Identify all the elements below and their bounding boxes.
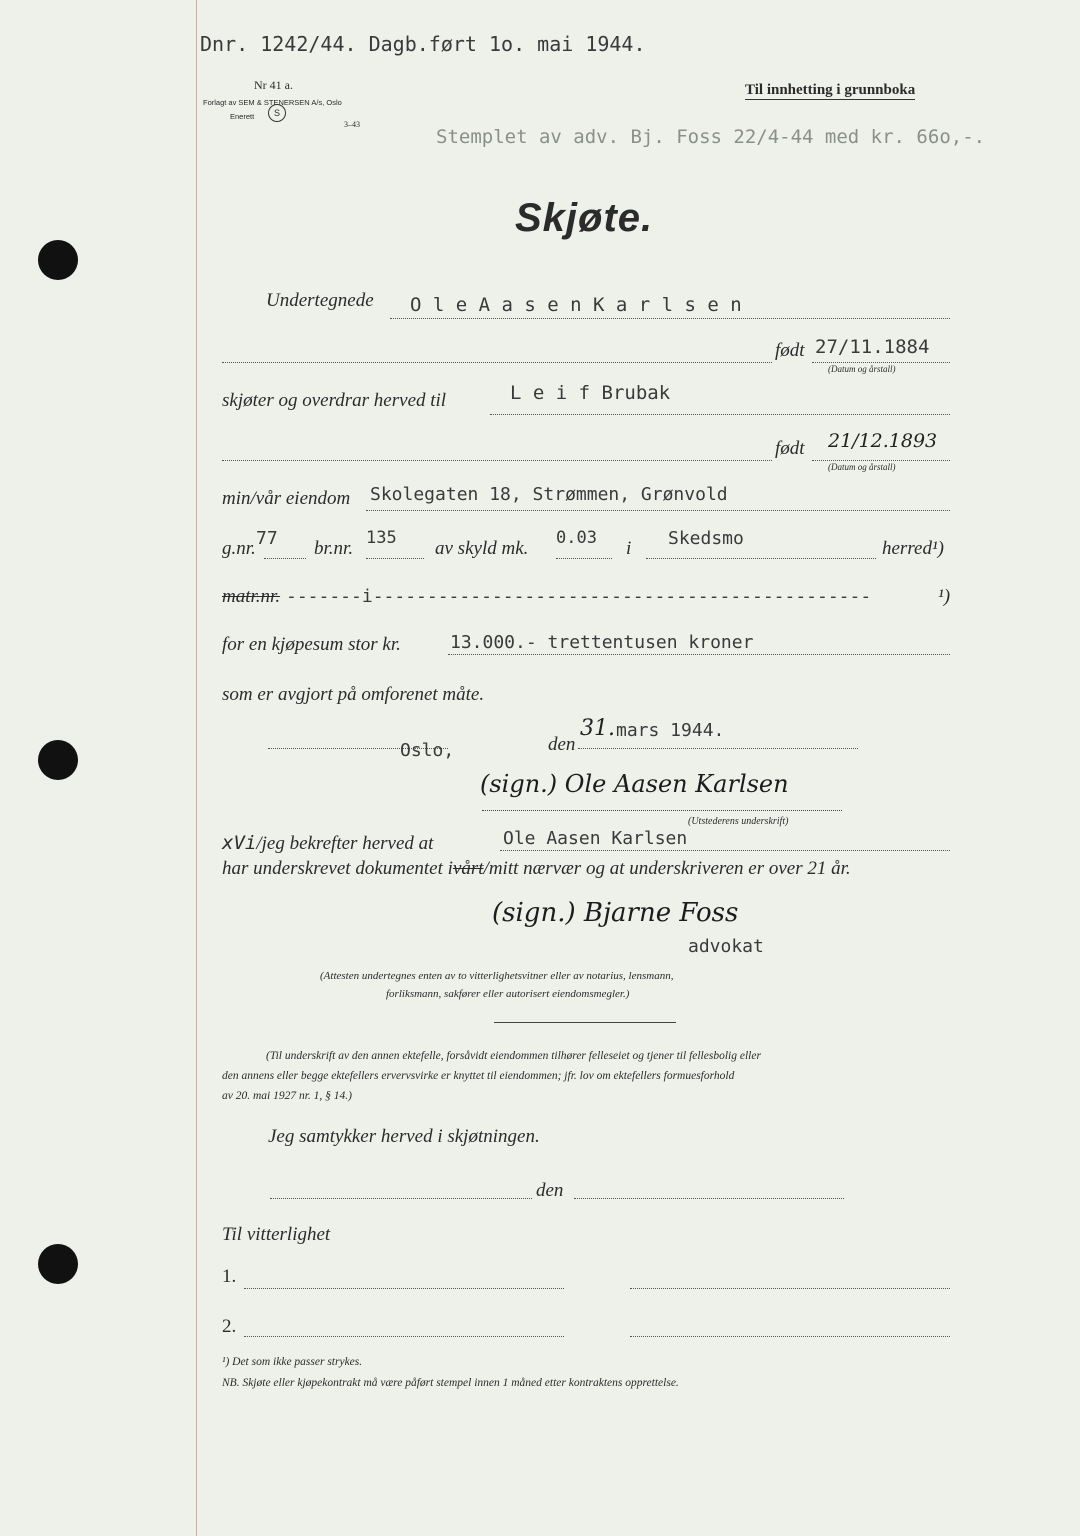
seller-born-label: født [775, 340, 805, 361]
journal-entry: Dnr. 1242/44. Dagb.ført 1o. mai 1944. [200, 32, 646, 56]
seller-line [390, 318, 950, 319]
document-title: Skjøte. [515, 196, 654, 240]
price-label: for en kjøpesum stor kr. [222, 634, 401, 655]
gnr-line [264, 558, 306, 559]
gnr-value: 77 [256, 528, 278, 549]
spouse-note-3: av 20. mai 1927 nr. 1, § 14.) [222, 1090, 353, 1102]
herred-value: Skedsmo [668, 528, 744, 549]
publisher-rights: Enerett [230, 112, 255, 121]
gnr-label: g.nr. [222, 538, 256, 559]
witness-one-sign-line [244, 1288, 564, 1289]
buyer-born-label: født [775, 438, 805, 459]
buyer-born-line [812, 460, 950, 461]
witness-one-addr-line [630, 1288, 950, 1289]
punch-hole-middle [38, 740, 78, 780]
seller-extra-line [222, 362, 772, 363]
witness-note-2: forliksmann, sakfører eller autorisert eiendomsmegler.) [386, 988, 630, 1000]
spouse-consent: Jeg samtykker herved i skjøtningen. [268, 1126, 540, 1147]
stamp-note: Stemplet av adv. Bj. Foss 22/4-44 med kr. 66o,-. [436, 126, 986, 148]
witness-two-addr-line [630, 1336, 950, 1337]
witness-line2-struck: vårt [452, 858, 484, 879]
skyld-value: 0.03 [556, 528, 597, 548]
section-divider [494, 1022, 676, 1023]
footnote-2: NB. Skjøte eller kjøpekontrakt må være påført stempel innen 1 måned etter kontraktens opprettelse. [222, 1377, 679, 1389]
witness-title: advokat [688, 936, 764, 957]
transfer-label: skjøter og overdrar herved til [222, 390, 447, 411]
witness-line2 [222, 858, 851, 880]
matr-fill: -------i---------------------------------------------- [286, 586, 872, 607]
i-label: i [626, 538, 632, 559]
signing-den-label: den [548, 734, 576, 755]
bnr-value: 135 [366, 528, 397, 548]
herred-line [646, 558, 876, 559]
witness-prefix: xVi [222, 832, 257, 854]
publisher-line: Forlagt av SEM & STENERSEN A/s, Oslo [203, 98, 342, 107]
buyer-name: L e i f Brubak [510, 382, 671, 404]
footnote-1: ¹) Det som ikke passer strykes. [222, 1356, 363, 1368]
spouse-note-1: (Til underskrift av den annen ektefelle, forsåvidt eiendommen tilhører felleseiet og tjener til fellesbolig eller [266, 1050, 761, 1062]
seller-born-line [812, 362, 950, 363]
issuer-signature: (sign.) Ole Aasen Karlsen [480, 770, 789, 798]
skyld-line [556, 558, 612, 559]
matr-label: matr.nr. [222, 586, 281, 607]
seller-label: Undertegnede [266, 290, 374, 311]
signing-day: 31. [580, 716, 615, 741]
spouse-date-line [574, 1198, 844, 1199]
date-line [578, 748, 858, 749]
witness-one-label: 1. [222, 1266, 237, 1287]
herred-label: herred¹) [882, 538, 944, 559]
witness-line1 [222, 832, 433, 855]
witness-line1-text: /jeg bekrefter herved at [256, 833, 434, 854]
property-label: min/vår eiendom [222, 488, 351, 509]
punch-hole-bottom [38, 1244, 78, 1284]
registration-title: Til innhetting i grunnboka [745, 82, 916, 98]
seller-date-hint: (Datum og årstall) [828, 364, 896, 374]
price-amount: 13.000.- trettentusen kroner [450, 632, 754, 653]
price-line [448, 654, 950, 655]
issuer-signature-line [482, 810, 842, 811]
buyer-date-hint: (Datum og årstall) [828, 462, 896, 472]
settled-text: som er avgjort på omforenet måte. [222, 684, 485, 705]
bnr-line [366, 558, 424, 559]
property-address: Skolegaten 18, Strømmen, Grønvold [370, 484, 728, 505]
signing-month-year: mars 1944. [616, 720, 725, 741]
bnr-label: br.nr. [314, 538, 354, 559]
issuer-signature-caption: (Utstederens underskrift) [688, 816, 789, 827]
publisher-date: 3–43 [344, 120, 360, 129]
signing-place: Oslo, [400, 740, 455, 761]
witness-line2-pre: har underskrevet dokumentet i [222, 858, 453, 879]
witnesses-heading: Til vitterlighet [222, 1224, 331, 1245]
buyer-born-date: 21/12.1893 [828, 430, 938, 452]
punch-hole-top [38, 240, 78, 280]
buyer-line [490, 414, 950, 415]
witness-note-1: (Attesten undertegnes enten av to vitterlighetsvitner eller av notarius, lensmann, [320, 970, 674, 982]
property-line [366, 510, 950, 511]
spouse-place-line [270, 1198, 532, 1199]
witness-two-label: 2. [222, 1316, 237, 1337]
witness-line2-post: /mitt nærvær og at underskriveren er over 21 år. [483, 858, 851, 879]
spouse-den-label: den [536, 1180, 564, 1201]
buyer-extra-line [222, 460, 772, 461]
witness-signature: (sign.) Bjarne Foss [492, 898, 739, 928]
seller-born-date: 27/11.1884 [815, 336, 930, 358]
form-number: Nr 41 a. [254, 78, 293, 92]
margin-line [196, 0, 197, 1536]
spouse-note-2: den annens eller begge ektefellers ervervsvirke er knyttet til eiendommen; jfr. lov om ektefellers formuesforhold [222, 1070, 735, 1082]
skyld-label: av skyld mk. [435, 538, 529, 559]
seller-name: O l e A a s e n K a r l s e n [410, 294, 742, 316]
witness-name-line [500, 850, 950, 851]
witness-signer-name: Ole Aasen Karlsen [503, 828, 688, 849]
matr-end: ¹) [938, 586, 951, 607]
publisher-logo-icon: S [268, 104, 286, 122]
witness-two-sign-line [244, 1336, 564, 1337]
